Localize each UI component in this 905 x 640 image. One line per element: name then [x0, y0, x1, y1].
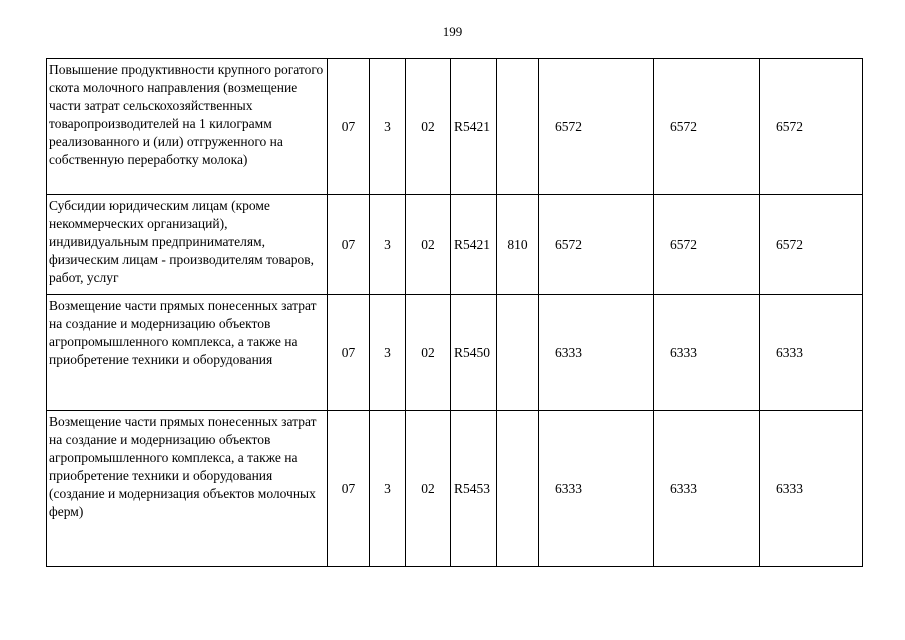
- expense-type-code: [497, 295, 539, 411]
- budget-table: [46, 58, 863, 567]
- target-article-code: R5421: [451, 59, 497, 195]
- section-code: 07: [328, 295, 370, 411]
- amount-year-2: 6333: [654, 295, 760, 411]
- target-article-code: R5421: [451, 195, 497, 295]
- amount-year-2: 6572: [654, 59, 760, 195]
- subsection-code: 3: [370, 411, 406, 567]
- table-row: [47, 59, 863, 195]
- expense-type-code: 810: [497, 195, 539, 295]
- subsection-code: 3: [370, 59, 406, 195]
- amount-year-2: 6572: [654, 195, 760, 295]
- amount-year-1: 6333: [539, 295, 654, 411]
- expense-type-code: [497, 59, 539, 195]
- expense-type-code: [497, 411, 539, 567]
- amount-year-1: 6572: [539, 195, 654, 295]
- amount-year-3: 6572: [760, 195, 863, 295]
- amount-year-3: 6333: [760, 411, 863, 567]
- table-row: [47, 411, 863, 567]
- page-number: 199: [442, 24, 463, 39]
- subsection-code: 3: [370, 295, 406, 411]
- amount-year-1: 6572: [539, 59, 654, 195]
- amount-year-3: 6333: [760, 295, 863, 411]
- row-description: Повышение продуктивности крупного рогатого скота молочного направления (возмещение части затрат сельскохозяйственных товаропроизводителей на 1 килограмм реализованного и (или) отгруженного на собственную переработку молока): [47, 59, 328, 195]
- section-code: 07: [328, 411, 370, 567]
- subsection-code: 3: [370, 195, 406, 295]
- row-description: Субсидии юридическим лицам (кроме некоммерческих организаций), индивидуальным предпринимателям, физическим лицам - производителям товаров, работ, услуг: [47, 195, 328, 295]
- table-row: [47, 295, 863, 411]
- table-row: [47, 195, 863, 295]
- section-code: 07: [328, 195, 370, 295]
- program-code: 02: [406, 295, 451, 411]
- target-article-code: R5453: [451, 411, 497, 567]
- program-code: 02: [406, 195, 451, 295]
- amount-year-2: 6333: [654, 411, 760, 567]
- amount-year-1: 6333: [539, 411, 654, 567]
- target-article-code: R5450: [451, 295, 497, 411]
- amount-year-3: 6572: [760, 59, 863, 195]
- program-code: 02: [406, 411, 451, 567]
- section-code: 07: [328, 59, 370, 195]
- row-description: Возмещение части прямых понесенных затрат на создание и модернизацию объектов агропромышленного комплекса, а также на приобретение техники и оборудования: [47, 295, 328, 411]
- program-code: 02: [406, 59, 451, 195]
- row-description: Возмещение части прямых понесенных затрат на создание и модернизацию объектов агропромышленного комплекса, а также на приобретение техники и оборудования (создание и модернизация объектов молочных ферм): [47, 411, 328, 567]
